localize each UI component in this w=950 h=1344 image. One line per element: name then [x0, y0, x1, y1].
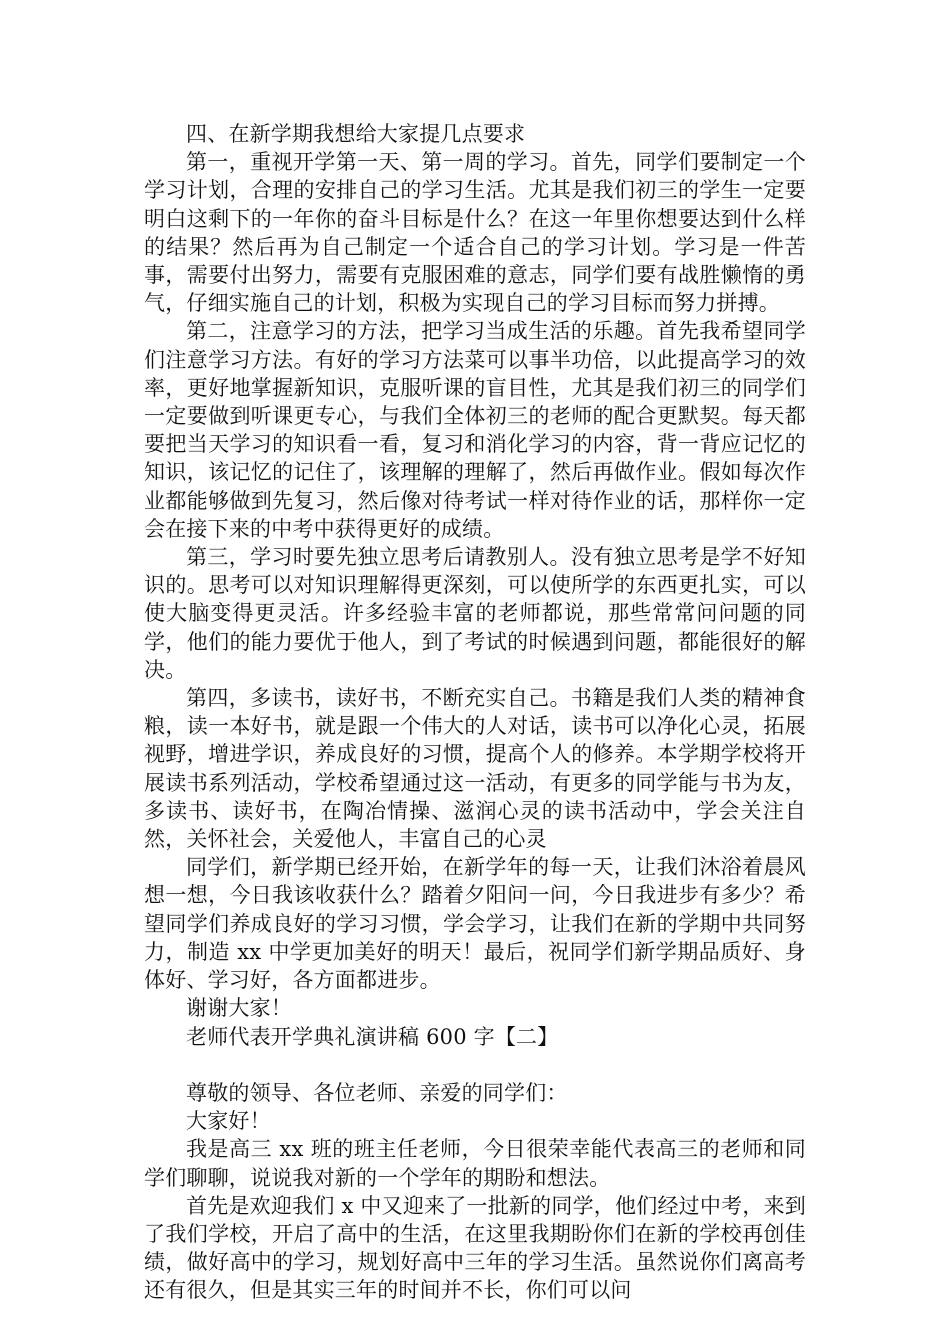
- paragraph-introduction: 我是高三 xx 班的班主任老师，今日很荣幸能代表高三的老师和同学们聊聊，说说我对新的一个学年的期盼和想法。: [144, 1137, 806, 1190]
- paragraph-point-one: 第一，重视开学第一天、第一周的学习。首先，同学们要制定一个学习计划，合理的安排自己的学习生活。尤其是我们初三的学生一定要明白这剩下的一年你的奋斗目标是什么？在这一年里你想要达到什么样的结果？然后再为自己制定一个适合自己的学习计划。学习是一件苦事，需要付出努力，需要有克服困难的意志，同学们要有战胜懒惰的勇气，仔细实施自己的计划，积极为实现自己的学习目标而努力拼搏。: [144, 150, 806, 316]
- paragraph-welcome: 首先是欢迎我们 x 中又迎来了一批新的同学，他们经过中考，来到了我们学校，开启了高中的生活，在这里我期盼你们在新的学校再创佳绩，做好高中的学习，规划好高中三年的学习生活。虽然说你们离高考还有很久，但是其实三年的时间并不长，你们可以问: [144, 1193, 806, 1303]
- paragraph-point-two: 第二，注意学习的方法，把学习当成生活的乐趣。首先我希望同学们注意学习方法。有好的学习方法菜可以事半功倍，以此提高学习的效率，更好地掌握新知识，克服听课的盲目性，尤其是我们初三的同学们一定要做到听课更专心，与我们全体初三的老师的配合更默契。每天都要把当天学习的知识看一看，复习和消化学习的内容，背一背应记忆的知识，该记忆的记住了，该理解的理解了，然后再做作业。假如每次作业都能够做到先复习，然后像对待考试一样对待作业的话，那样你一定会在接下来的中考中获得更好的成绩。: [144, 319, 806, 541]
- salutation: 尊敬的领导、各位老师、亲爱的同学们：: [186, 1080, 568, 1105]
- blank-line: [144, 1051, 806, 1079]
- greeting: 大家好！: [186, 1109, 271, 1134]
- speech-two-title: 老师代表开学典礼演讲稿 600 字【二】: [186, 1024, 559, 1049]
- paragraph-point-four: 第四，多读书，读好书，不断充实自己。书籍是我们人类的精神食粮，读一本好书，就是跟一个伟大的人对话，读书可以净化心灵，拓展视野，增进学识，养成良好的习惯，提高个人的修养。本学期学校将开展读书系列活动，学校希望通过这一活动，有更多的同学能与书为友，多读书、读好书，在陶冶情操、滋润心灵的读书活动中，学会关注自然，关怀社会，关爱他人，丰富自己的心灵: [144, 686, 806, 852]
- thanks-line: 谢谢大家！: [186, 996, 292, 1021]
- document-page: [144, 120, 806, 1305]
- paragraph-closing: 同学们，新学期已经开始，在新学年的每一天，让我们沐浴着晨风想一想，今日我该收获什么？踏着夕阳问一问，今日我进步有多少？希望同学们养成良好的学习习惯，学会学习，让我们在新的学期中共同努力，制造 xx 中学更加美好的明天！最后，祝同学们新学期品质好、身体好、学习好，各方面都进步。: [144, 855, 806, 993]
- paragraph-point-three: 第三，学习时要先独立思考后请教别人。没有独立思考是学不好知识的。思考可以对知识理解得更深刻，可以使所学的东西更扎实，可以使大脑变得更灵活。许多经验丰富的老师都说，那些常常问问题的同学，他们的能力要优于他人，到了考试的时候遇到问题，都能很好的解决。: [144, 545, 806, 682]
- section-heading: 四、在新学期我想给大家提几点要求: [186, 122, 526, 146]
